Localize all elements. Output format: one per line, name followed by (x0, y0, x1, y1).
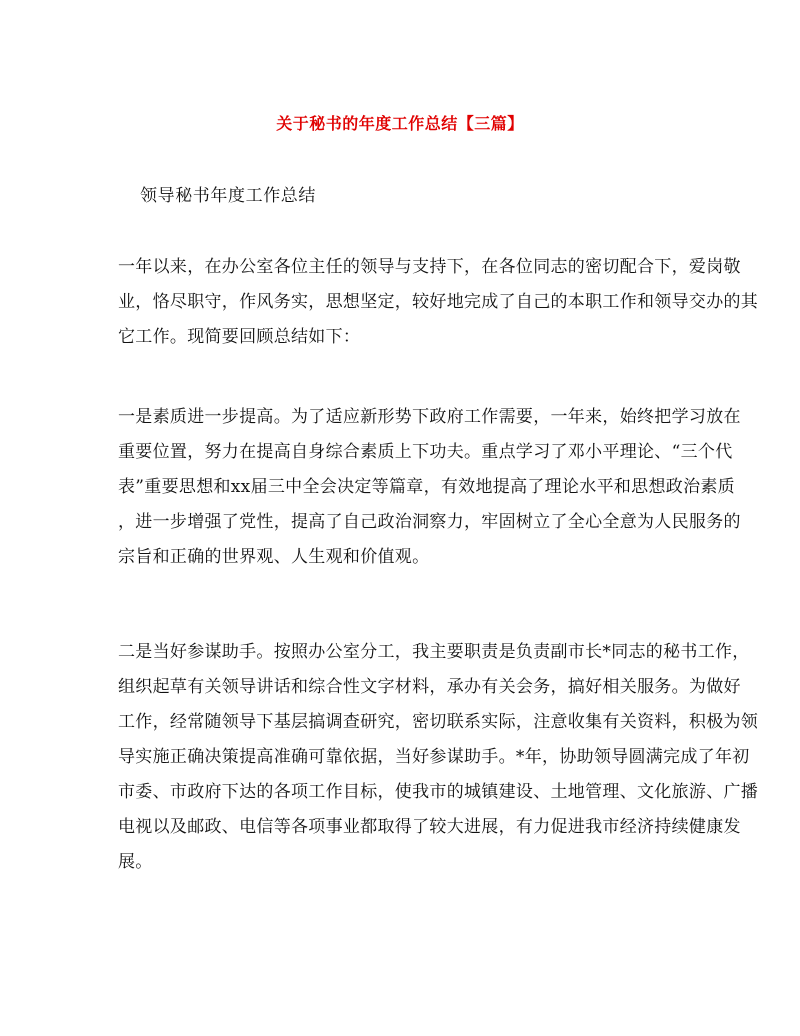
paragraph-line: 市委、市政府下达的各项工作目标，使我市的城镇建设、土地管理、文化旅游、广播 (118, 782, 759, 802)
paragraph-quality (118, 400, 741, 575)
paragraph-line: 二是当好参谋助手。按照办公室分工，我主要职责是负责副市长*同志的秘书工作， (118, 642, 750, 662)
document-title: 关于秘书的年度工作总结【三篇】 (276, 114, 524, 133)
paragraph-line: 展。 (118, 852, 153, 872)
paragraph-line: 电视以及邮政、电信等各项事业都取得了较大进展，有力促进我市经济持续健康发 (118, 817, 741, 837)
paragraph-line: 表”重要思想和xx届三中全会决定等篇章，有效地提高了理论水平和思想政治素质 (118, 477, 735, 497)
paragraph-line: 导实施正确决策提高准确可靠依据，当好参谋助手。*年，协助领导圆满完成了年初 (118, 747, 750, 767)
paragraph-line: 宗旨和正确的世界观、人生观和价值观。 (118, 547, 430, 567)
paragraph-line: ，进一步增强了党性，提高了自己政治洞察力，牢固树立了全心全意为人民服务的 (118, 512, 741, 532)
paragraph-intro (118, 250, 759, 355)
paragraph-line: 重要位置，努力在提高自身综合素质上下功夫。重点学习了邓小平理论、“三个代 (118, 442, 733, 462)
paragraph-line: 一年以来，在办公室各位主任的领导与支持下，在各位同志的密切配合下，爱岗敬 (118, 257, 741, 277)
paragraph-line: 业，恪尽职守，作风务实，思想坚定，较好地完成了自己的本职工作和领导交办的其 (118, 292, 759, 312)
document-subtitle: 领导秘书年度工作总结 (140, 186, 316, 206)
paragraph-line: 它工作。现简要回顾总结如下： (118, 327, 361, 347)
paragraph-line: 组织起草有关领导讲话和综合性文字材料，承办有关会务，搞好相关服务。为做好 (118, 677, 741, 697)
paragraph-line: 一是素质进一步提高。为了适应新形势下政府工作需要，一年来，始终把学习放在 (118, 407, 741, 427)
paragraph-line: 工作，经常随领导下基层搞调查研究，密切联系实际，注意收集有关资料，积极为领 (118, 712, 759, 732)
paragraph-assistant (118, 635, 759, 880)
